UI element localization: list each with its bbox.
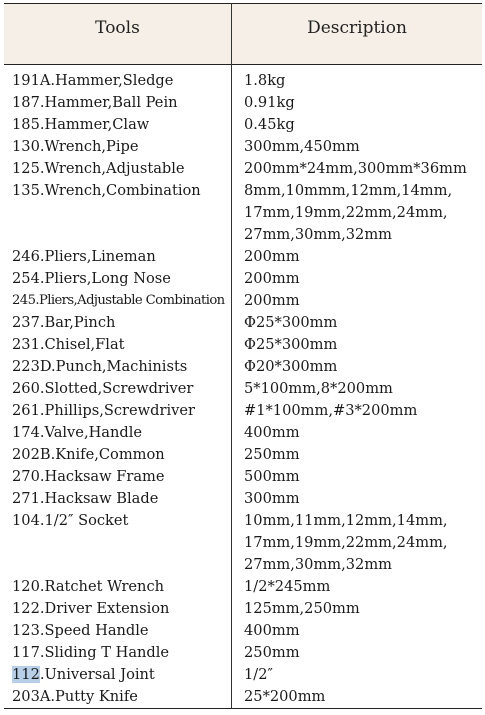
table-row <box>4 488 482 510</box>
table-row <box>4 334 482 356</box>
tool-description: 10mm,11mm,12mm,14mm, 17mm,19mm,22mm,24mm, 27mm,30mm,32mm <box>244 512 448 573</box>
table-row <box>4 268 482 290</box>
table-row <box>4 642 482 664</box>
tool-name: 260.Slotted,Screwdriver <box>12 380 194 397</box>
tool-description: 200mm <box>244 248 300 265</box>
tool-name: 271.Hacksaw Blade <box>12 490 159 507</box>
tool-description: 0.91kg <box>244 94 295 111</box>
tool-description: 1/2*245mm <box>244 578 331 595</box>
tool-name: 191A.Hammer,Sledge <box>12 72 174 89</box>
tool-description: 1.8kg <box>244 72 286 89</box>
tool-name: 231.Chisel,Flat <box>12 336 125 353</box>
table-row <box>4 92 482 114</box>
tool-description: 125mm,250mm <box>244 600 360 617</box>
tool-description: Φ25*300mm <box>244 336 338 353</box>
table-row <box>4 290 482 312</box>
tool-description: #1*100mm,#3*200mm <box>244 402 418 419</box>
column-header-description: Description <box>307 18 407 38</box>
table-row <box>4 598 482 620</box>
tool-description: Φ20*300mm <box>244 358 338 375</box>
tool-name: 123.Speed Handle <box>12 622 149 639</box>
tool-description: 300mm,450mm <box>244 138 360 155</box>
tool-description: 400mm <box>244 424 300 441</box>
tool-name: 246.Pliers,Lineman <box>12 248 156 265</box>
tool-name: 112.Universal Joint <box>12 666 155 683</box>
tool-name: 203A.Putty Knife <box>12 688 138 705</box>
selected-text-highlight: 112 <box>12 666 40 683</box>
tool-name: 174.Valve,Handle <box>12 424 143 441</box>
tool-name: 130.Wrench,Pipe <box>12 138 139 155</box>
table-row <box>4 576 482 598</box>
table-header <box>4 4 482 64</box>
tool-description: 400mm <box>244 622 300 639</box>
table-row <box>4 400 482 422</box>
tool-description: 5*100mm,8*200mm <box>244 380 393 397</box>
header-rule <box>4 64 482 65</box>
tool-name: 125.Wrench,Adjustable <box>12 160 185 177</box>
table-row <box>4 136 482 158</box>
tool-name: 104.1/2″ Socket <box>12 512 129 529</box>
tool-name: 135.Wrench,Combination <box>12 182 201 199</box>
tool-description: 200mm <box>244 292 300 309</box>
table-row <box>4 378 482 400</box>
tool-name: 117.Sliding T Handle <box>12 644 170 661</box>
tool-name: 120.Ratchet Wrench <box>12 578 165 595</box>
bottom-rule <box>4 708 482 709</box>
tool-name: 185.Hammer,Claw <box>12 116 150 133</box>
tool-description: 0.45kg <box>244 116 295 133</box>
top-rule <box>4 3 482 4</box>
tool-name: 245.Pliers,Adjustable Combination <box>12 293 225 308</box>
table-row <box>4 510 482 576</box>
table-row <box>4 114 482 136</box>
table-row <box>4 70 482 92</box>
table-row <box>4 422 482 444</box>
table-body <box>4 70 482 708</box>
tool-description: 200mm <box>244 270 300 287</box>
tool-description: 200mm*24mm,300mm*36mm <box>244 160 467 177</box>
table-row <box>4 180 482 246</box>
table-row <box>4 664 482 686</box>
table-row <box>4 444 482 466</box>
tool-name: 254.Pliers,Long Nose <box>12 270 171 287</box>
table-row <box>4 158 482 180</box>
tool-description: 8mm,10mmm,12mm,14mm, 17mm,19mm,22mm,24mm, 27mm,30mm,32mm <box>244 182 453 243</box>
tool-description: 300mm <box>244 490 300 507</box>
tool-description: 250mm <box>244 644 300 661</box>
tool-description: 1/2″ <box>244 666 273 683</box>
tool-description: 250mm <box>244 446 300 463</box>
tool-name: 122.Driver Extension <box>12 600 170 617</box>
table-row <box>4 466 482 488</box>
tool-name: 223D.Punch,Machinists <box>12 358 188 375</box>
tool-name: 202B.Knife,Common <box>12 446 165 463</box>
tool-name: 237.Bar,Pinch <box>12 314 116 331</box>
tool-name: 187.Hammer,Ball Pein <box>12 94 178 111</box>
tool-description: Φ25*300mm <box>244 314 338 331</box>
tool-name: 261.Phillips,Screwdriver <box>12 402 195 419</box>
table-row <box>4 246 482 268</box>
table-row <box>4 686 482 708</box>
tool-description: 500mm <box>244 468 300 485</box>
table-row <box>4 620 482 642</box>
tools-table <box>4 3 482 711</box>
table-row <box>4 312 482 334</box>
table-row <box>4 356 482 378</box>
column-header-tools: Tools <box>95 18 140 38</box>
tool-description: 25*200mm <box>244 688 326 705</box>
tool-name: 270.Hacksaw Frame <box>12 468 165 485</box>
